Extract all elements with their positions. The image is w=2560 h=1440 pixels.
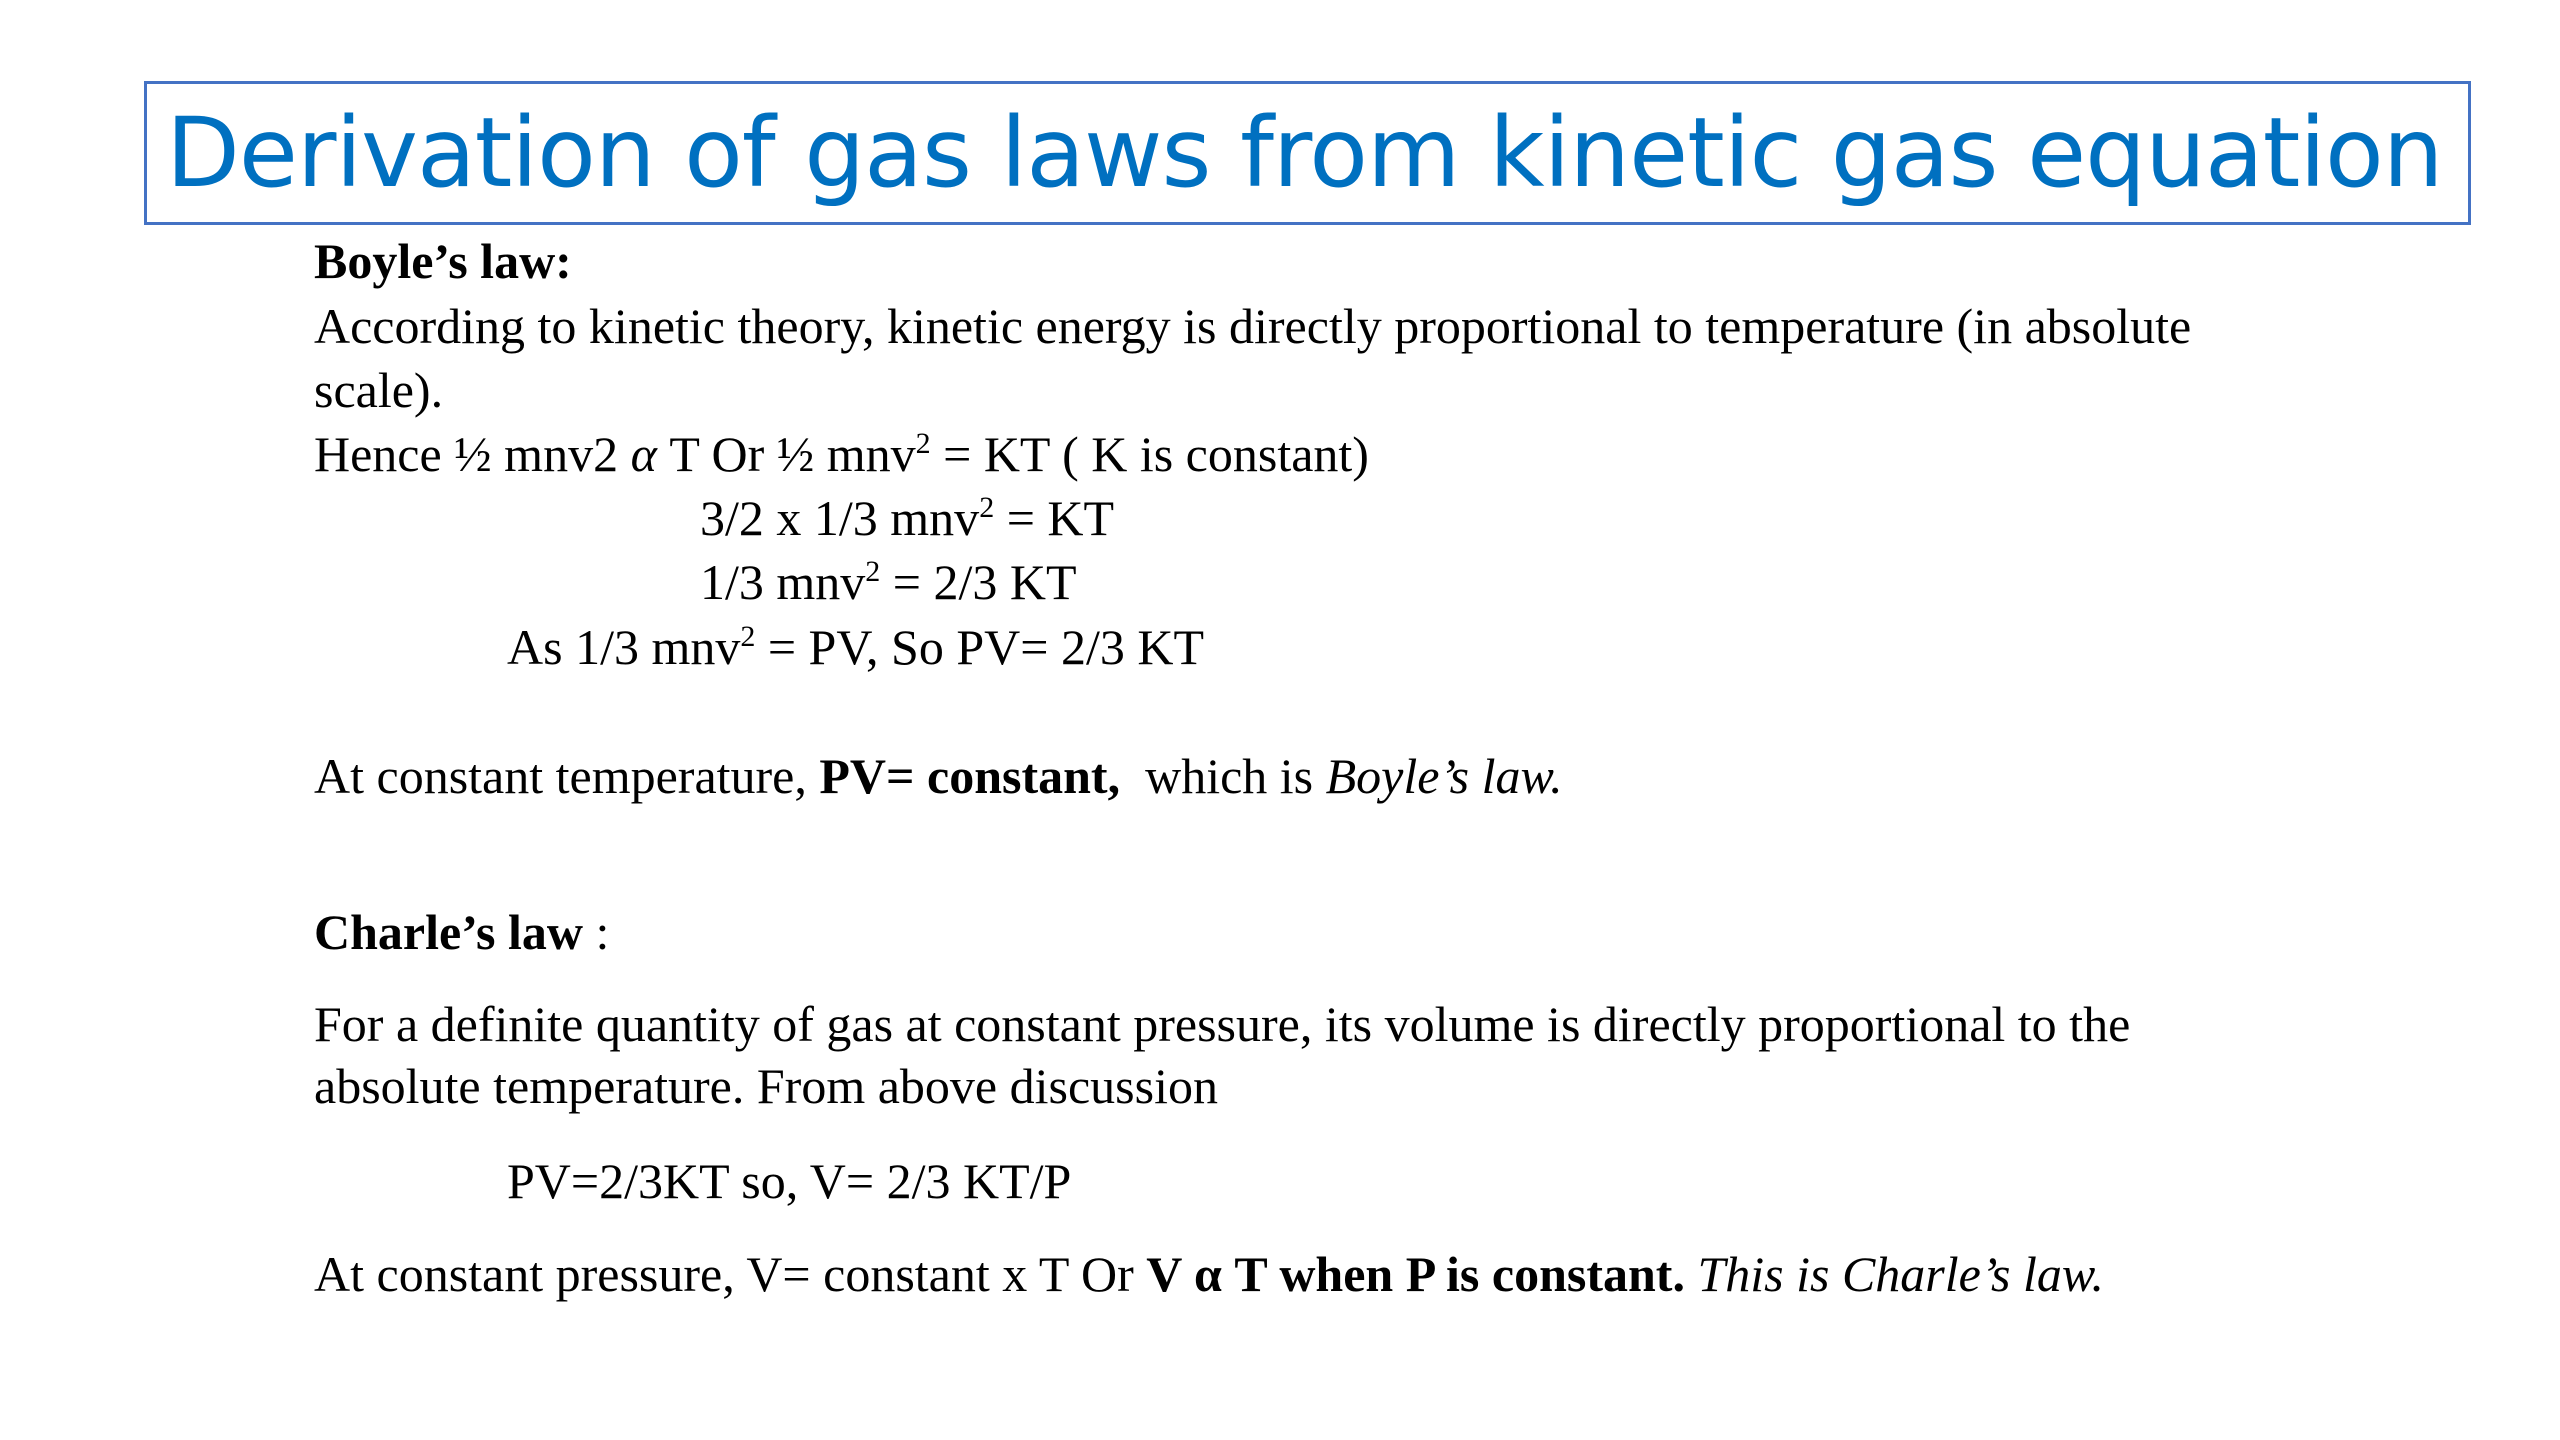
charles-conclusion-part-a: At constant pressure, V= constant x T Or <box>314 1246 1147 1302</box>
eq2-part-b: = 2/3 KT <box>880 554 1077 610</box>
eq3-part-a: As 1/3 mnv <box>507 619 741 675</box>
charles-conclusion <box>314 1245 2104 1303</box>
boyle-conclusion-bold: PV= constant, <box>819 748 1121 804</box>
charles-heading-colon: : <box>582 904 610 960</box>
eq3-part-b: = PV, So PV= 2/3 KT <box>755 619 1204 675</box>
hence-superscript: 2 <box>915 427 931 460</box>
charles-intro-line2: absolute temperature. From above discussion <box>314 1058 1218 1114</box>
alpha-symbol: α <box>630 426 657 482</box>
boyle-conclusion <box>314 747 1563 805</box>
boyle-conclusion-part-a: At constant temperature, <box>314 748 820 804</box>
boyle-equation-1 <box>700 489 1114 547</box>
hence-part-c: = KT ( K is constant) <box>930 426 1369 482</box>
charles-intro-line1: For a definite quantity of gas at constant pressure, its volume is directly proportional to the <box>314 996 2131 1052</box>
boyle-heading: Boyle’s law: <box>314 233 572 289</box>
boyle-intro-line2: scale). <box>314 362 444 418</box>
boyle-equation-2 <box>700 553 1077 611</box>
charles-conclusion-bold: V α T when P is constant. <box>1146 1246 1685 1302</box>
charles-equation: PV=2/3KT so, V= 2/3 KT/P <box>507 1153 1072 1209</box>
boyle-conclusion-italic: Boyle’s law. <box>1325 748 1563 804</box>
charles-heading <box>314 903 609 961</box>
boyle-hence-line <box>314 425 1369 483</box>
eq2-part-a: 1/3 mnv <box>700 554 866 610</box>
slide-title: Derivation of gas laws from kinetic gas equation <box>166 97 2443 209</box>
boyle-intro-line1: According to kinetic theory, kinetic energy is directly proportional to temperature (in absolute <box>314 298 2192 354</box>
eq1-superscript: 2 <box>979 491 995 524</box>
hence-part-a: Hence ½ mnv2 <box>314 426 631 482</box>
boyle-equation-3 <box>507 618 1204 676</box>
charles-heading-bold: Charle’s law <box>314 904 583 960</box>
eq1-part-a: 3/2 x 1/3 mnv <box>700 490 980 546</box>
boyle-conclusion-part-b: which is <box>1120 748 1326 804</box>
eq1-part-b: = KT <box>994 490 1115 546</box>
charles-conclusion-italic: This is Charle’s law. <box>1684 1246 2105 1302</box>
eq3-superscript: 2 <box>740 620 756 653</box>
eq2-superscript: 2 <box>865 555 881 588</box>
hence-part-b: T Or ½ mnv <box>656 426 916 482</box>
